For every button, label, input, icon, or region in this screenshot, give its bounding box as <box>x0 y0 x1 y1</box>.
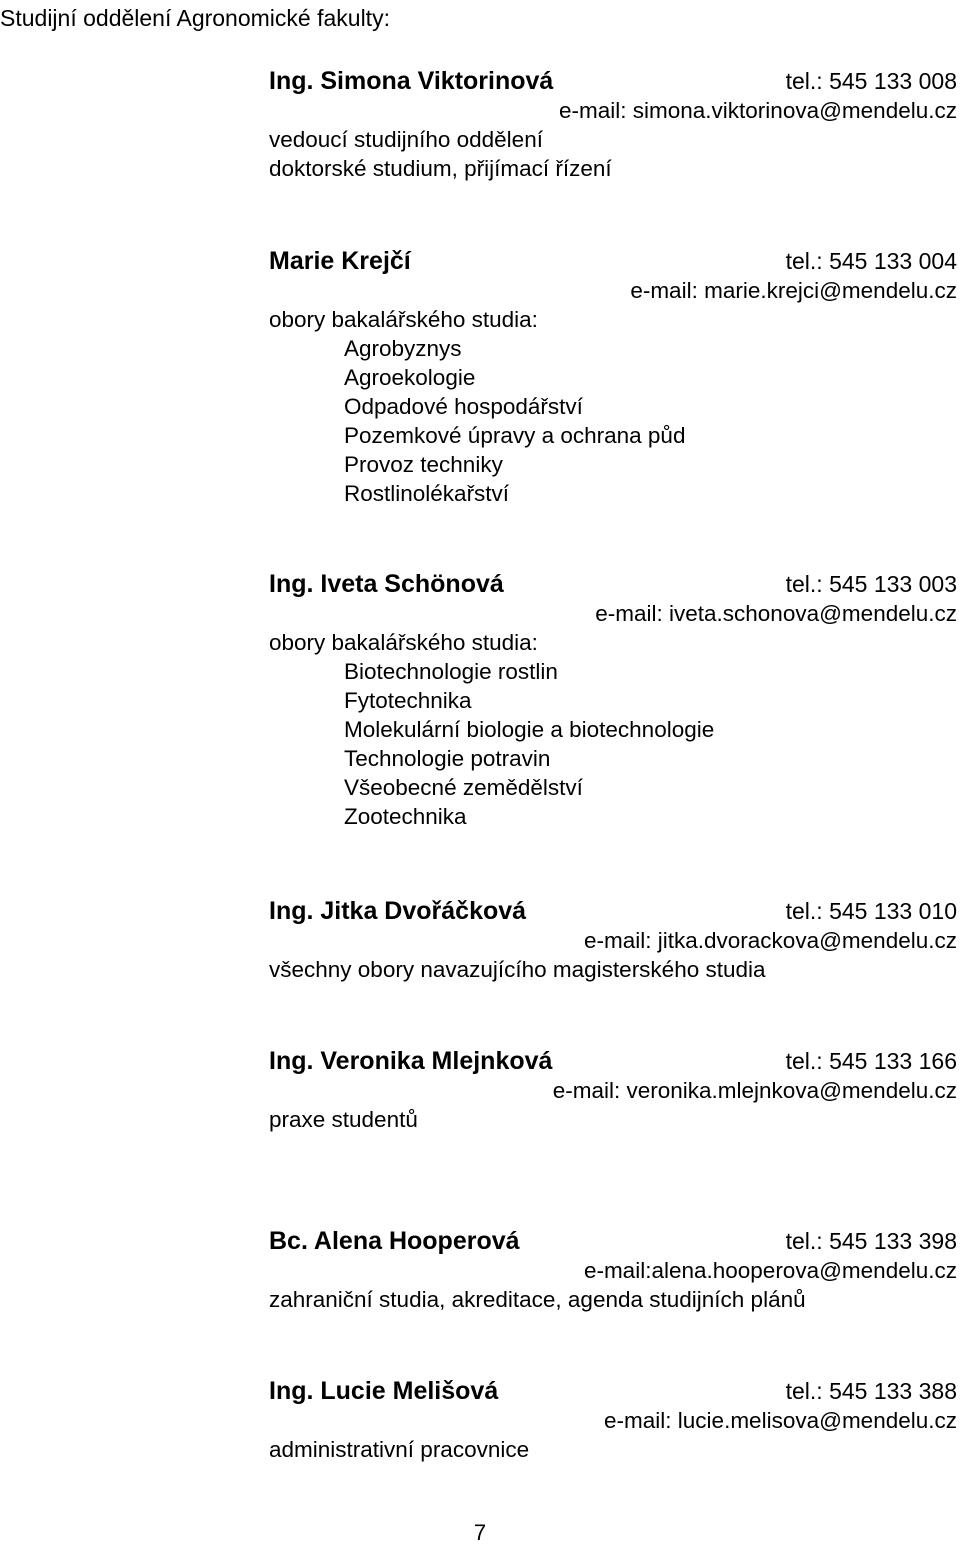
program-item: Všeobecné zemědělství <box>344 775 583 800</box>
contact-name: Ing. Simona Viktorinová <box>269 67 554 95</box>
program-item: Zootechnika <box>344 804 467 829</box>
page-heading: Studijní oddělení Agronomické fakulty: <box>0 5 390 31</box>
program-item: Pozemkové úpravy a ochrana půd <box>344 423 686 448</box>
contact-phone: tel.: 545 133 003 <box>785 571 957 597</box>
contact-name: Ing. Jitka Dvořáčková <box>269 897 527 925</box>
contact-email[interactable]: e-mail: lucie.melisova@mendelu.cz <box>604 1408 957 1433</box>
contact-phone: tel.: 545 133 004 <box>785 248 957 274</box>
contact-block <box>269 896 957 984</box>
contact-role: obory bakalářského studia: <box>269 630 538 655</box>
program-item: Odpadové hospodářství <box>344 394 583 419</box>
program-item: Technologie potravin <box>344 746 551 771</box>
contact-role: praxe studentů <box>269 1107 418 1132</box>
page-number: 7 <box>473 1520 487 1545</box>
contact-block <box>269 569 957 831</box>
contact-name: Ing. Lucie Melišová <box>269 1377 499 1405</box>
contact-role: zahraniční studia, akreditace, agenda studijních plánů <box>269 1287 806 1312</box>
program-item: Molekulární biologie a biotechnologie <box>344 717 715 742</box>
contact-email[interactable]: e-mail: simona.viktorinova@mendelu.cz <box>559 98 957 123</box>
contact-phone: tel.: 545 133 166 <box>785 1048 957 1074</box>
program-item: Fytotechnika <box>344 688 472 713</box>
contact-role: obory bakalářského studia: <box>269 307 538 332</box>
contact-block <box>269 1376 957 1464</box>
contact-email[interactable]: e-mail: veronika.mlejnkova@mendelu.cz <box>552 1078 957 1103</box>
contact-block <box>269 1046 957 1134</box>
contact-phone: tel.: 545 133 398 <box>785 1228 957 1254</box>
contact-block <box>269 66 957 183</box>
contact-name: Bc. Alena Hooperová <box>269 1227 520 1255</box>
contact-phone: tel.: 545 133 010 <box>785 898 957 924</box>
contact-block <box>269 246 957 508</box>
contact-name: Ing. Iveta Schönová <box>269 570 504 598</box>
contact-email[interactable]: e-mail: jitka.dvorackova@mendelu.cz <box>584 928 957 953</box>
contact-email[interactable]: e-mail:alena.hooperova@mendelu.cz <box>583 1258 957 1283</box>
contact-name: Marie Krejčí <box>269 247 411 275</box>
contact-role: všechny obory navazujícího magisterského studia <box>269 957 766 982</box>
contact-role: administrativní pracovnice <box>269 1437 530 1462</box>
program-item: Provoz techniky <box>344 452 503 477</box>
contact-name: Ing. Veronika Mlejnková <box>269 1047 553 1075</box>
contact-email[interactable]: e-mail: iveta.schonova@mendelu.cz <box>595 601 957 626</box>
contact-phone: tel.: 545 133 008 <box>785 68 957 94</box>
contact-role: doktorské studium, přijímací řízení <box>269 156 612 181</box>
contact-email[interactable]: e-mail: marie.krejci@mendelu.cz <box>630 278 957 303</box>
contact-block <box>269 1226 957 1314</box>
program-item: Rostlinolékařství <box>344 481 510 506</box>
program-item: Agroekologie <box>344 365 476 390</box>
contact-role: vedoucí studijního oddělení <box>269 127 543 152</box>
program-item: Biotechnologie rostlin <box>344 659 558 684</box>
program-item: Agrobyznys <box>344 336 462 361</box>
contact-phone: tel.: 545 133 388 <box>785 1378 957 1404</box>
